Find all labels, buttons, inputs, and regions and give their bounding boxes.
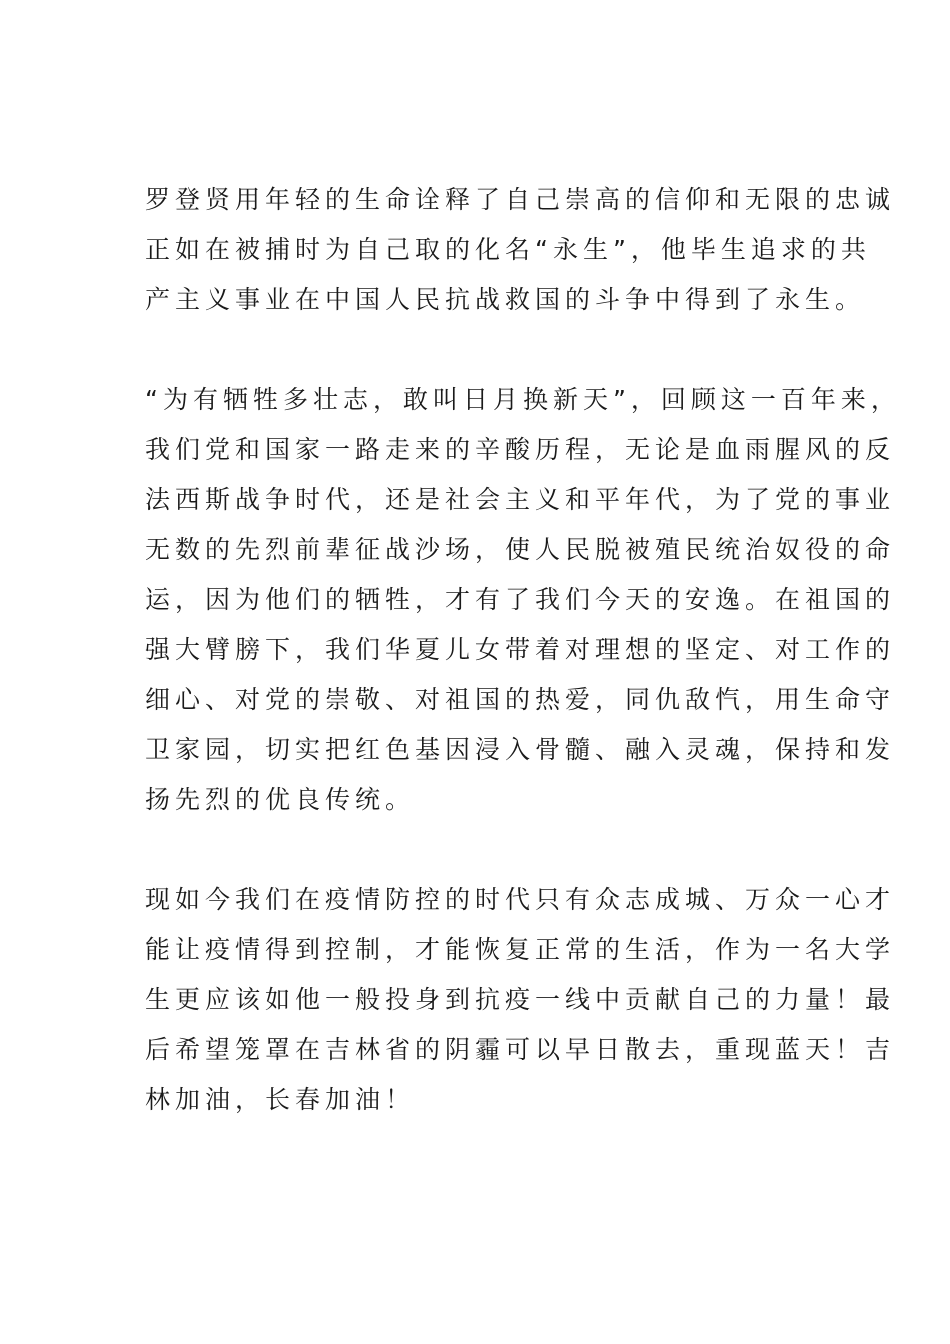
paragraph-3-line-5: 林加油，长春加油！ xyxy=(145,1085,416,1114)
paragraph-3-line-2: 能让疫情得到控制，才能恢复正常的生活，作为一名大学 xyxy=(145,935,896,964)
paragraph-2-line-8: 卫家园，切实把红色基因浸入骨髓、融入灵魂，保持和发 xyxy=(145,735,896,764)
paragraph-1-line-2: 正如在被捕时为自己取的化名“永生”，他毕生追求的共 xyxy=(145,235,871,264)
paragraph-3-line-3: 生更应该如他一般投身到抗疫一线中贡献自己的力量！最 xyxy=(145,985,896,1014)
paragraph-1-line-1: 罗登贤用年轻的生命诠释了自己崇高的信仰和无限的忠诚 xyxy=(145,185,896,214)
paragraph-2-line-6: 强大臂膀下，我们华夏儿女带着对理想的坚定、对工作的 xyxy=(145,635,896,664)
paragraph-2-line-7: 细心、对党的崇敬、对祖国的热爱，同仇敌忾，用生命守 xyxy=(145,685,896,714)
paragraph-2-line-4: 无数的先烈前辈征战沙场，使人民脱被殖民统治奴役的命 xyxy=(145,535,896,564)
paragraph-2-line-1: “为有牺牲多壮志，敢叫日月换新天”，回顾这一百年来， xyxy=(145,385,901,414)
paragraph-3-line-1: 现如今我们在疫情防控的时代只有众志成城、万众一心才 xyxy=(145,885,896,914)
paragraph-2-line-2: 我们党和国家一路走来的辛酸历程，无论是血雨腥风的反 xyxy=(145,435,896,464)
paragraph-1-line-3: 产主义事业在中国人民抗战救国的斗争中得到了永生。 xyxy=(145,285,866,314)
paragraph-2-line-3: 法西斯战争时代，还是社会主义和平年代，为了党的事业 xyxy=(145,485,896,514)
paragraph-3-line-4: 后希望笼罩在吉林省的阴霾可以早日散去，重现蓝天！吉 xyxy=(145,1035,896,1064)
paragraph-2-line-9: 扬先烈的优良传统。 xyxy=(145,785,416,814)
paragraph-2-line-5: 运，因为他们的牺牲，才有了我们今天的安逸。在祖国的 xyxy=(145,585,896,614)
